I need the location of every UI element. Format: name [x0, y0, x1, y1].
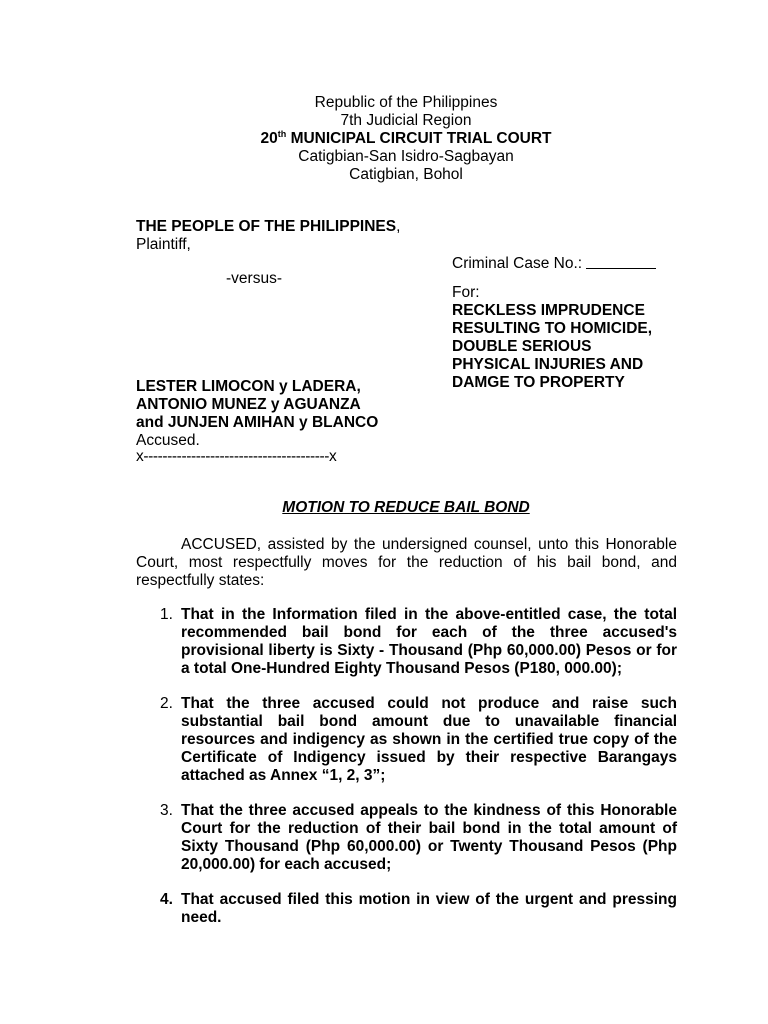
plaintiff-name: THE PEOPLE OF THE PHILIPPINES — [136, 218, 397, 235]
court-header — [0, 94, 768, 184]
list-item-text: That the three accused appeals to the kindness of this Honorable Court for the reduction of their bail bond in the total amount of Sixty Thousand (Php 60,000.00) or Twenty Thousand Pesos (Php 20,000.00) for each accused; — [181, 802, 677, 873]
region-line: 7th Judicial Region — [340, 112, 472, 129]
numbered-list — [136, 606, 677, 944]
court-name: MUNICIPAL CIRCUIT TRIAL COURT — [286, 130, 552, 147]
list-item — [136, 802, 677, 874]
list-item-number: 2. — [160, 695, 173, 712]
list-item-number: 3. — [160, 802, 173, 819]
accused-names — [136, 378, 378, 432]
offense-description — [452, 302, 692, 392]
accused-name: ANTONIO MUNEZ y AGUANZA — [136, 396, 361, 413]
plaintiff-comma: , — [396, 218, 401, 235]
plaintiff-block — [136, 218, 400, 254]
list-item-number: 4. — [160, 891, 173, 908]
case-number-blank — [586, 254, 656, 269]
offense-line: DAMGE TO PROPERTY — [452, 374, 625, 391]
offense-line: PHYSICAL INJURIES AND — [452, 356, 644, 373]
republic-line: Republic of the Philippines — [314, 94, 498, 111]
list-item — [136, 891, 677, 927]
list-item — [136, 606, 677, 678]
case-number-label: Criminal Case No.: — [452, 255, 587, 272]
court-line — [0, 130, 768, 148]
offense-line: DOUBLE SERIOUS — [452, 338, 592, 355]
accused-role: Accused. — [136, 432, 200, 449]
for-label: For: — [452, 284, 480, 301]
municipalities-line: Catigbian-San Isidro-Sagbayan — [298, 148, 514, 165]
caption-separator: x---------------------------------------x — [136, 448, 337, 465]
court-number-suffix: th — [277, 129, 287, 139]
offense-line: RECKLESS IMPRUDENCE — [452, 302, 645, 319]
location-line: Catigbian, Bohol — [349, 166, 463, 183]
list-item-text: That the three accused could not produce and raise such substantial bail bond amount due to unavailable financial resources and indigency as shown in the certified true copy of the Certificate of Indigency issued by their respective Barangays attached as Annex “1, 2, 3”; — [181, 695, 677, 784]
case-number-line — [452, 254, 692, 273]
list-item-text: That in the Information filed in the above-entitled case, the total recommended bail bond for each of the three accused's provisional liberty is Sixty - Thousand (Php 60,000.00) Pesos or for a total One-Hundred Eighty Thousand Pesos (P180, 000.00); — [181, 606, 677, 677]
versus-label: -versus- — [226, 270, 282, 287]
intro-paragraph: ACCUSED, assisted by the undersigned counsel, unto this Honorable Court, most respectfully moves for the reduction of his bail bond, and respectfully states: — [136, 536, 677, 589]
list-item-text: That accused filed this motion in view of the urgent and pressing need. — [181, 891, 677, 926]
plaintiff-role: Plaintiff, — [136, 236, 191, 253]
list-item-number: 1. — [160, 606, 173, 623]
court-number: 20 — [260, 130, 278, 147]
motion-title: MOTION TO REDUCE BAIL BOND — [282, 499, 530, 516]
offense-line: RESULTING TO HOMICIDE, — [452, 320, 653, 337]
case-info-block — [452, 254, 692, 392]
list-item — [136, 695, 677, 785]
accused-name: and JUNJEN AMIHAN y BLANCO — [136, 414, 379, 431]
accused-name: LESTER LIMOCON y LADERA, — [136, 378, 361, 395]
accused-block — [136, 378, 378, 450]
